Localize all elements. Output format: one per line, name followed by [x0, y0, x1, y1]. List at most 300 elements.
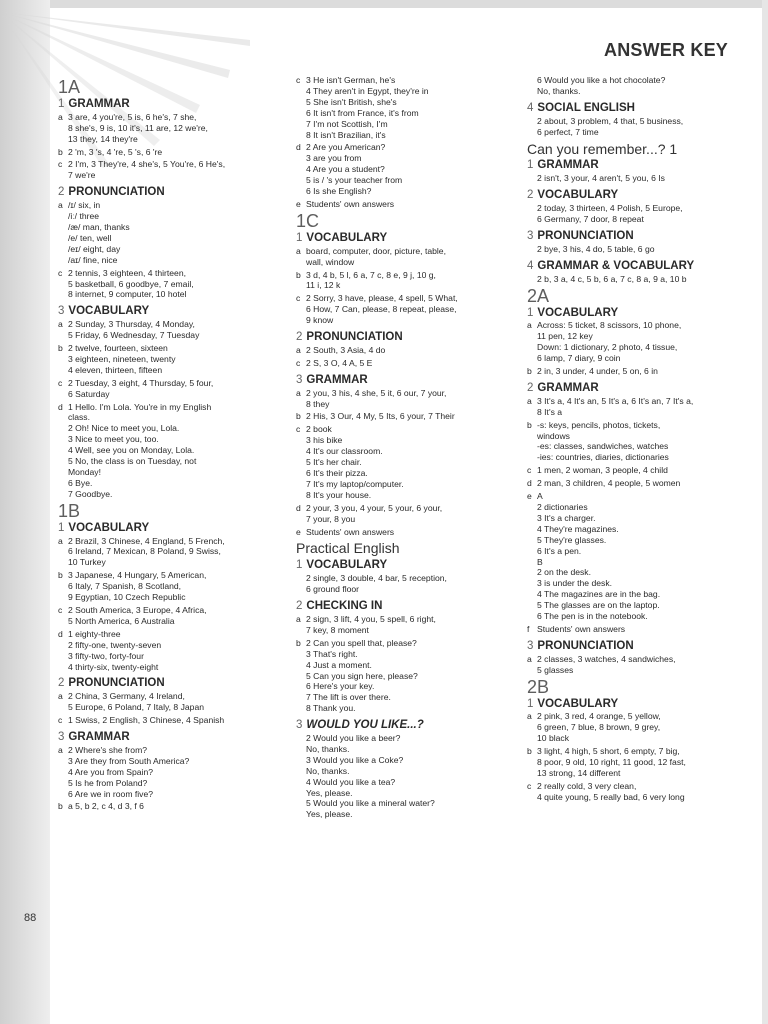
answer-item	[58, 268, 286, 301]
answer-line: 4 The magazines are in the bag.	[537, 589, 661, 600]
answer-item	[296, 388, 524, 410]
answer-line: Yes, please.	[306, 787, 353, 798]
exercise-number: 2	[527, 381, 534, 394]
answer-line: 8 they	[306, 398, 330, 409]
answer-line: 2 sign, 3 lift, 4 you, 5 spell, 6 right,	[306, 613, 436, 624]
unit-heading: 1B	[58, 500, 81, 521]
exercise-number: 1	[296, 559, 303, 572]
exercise-number: 4	[527, 259, 534, 272]
answer-item	[296, 527, 524, 538]
exercise-number: 1	[527, 159, 534, 172]
answer-line: 2 isn't, 3 your, 4 aren't, 5 you, 6 Is	[537, 173, 665, 184]
answer-line: 6 It isn't from France, it's from	[306, 107, 419, 118]
answer-line: 5 basketball, 6 goodbye, 7 email,	[68, 278, 194, 289]
answer-line: No, thanks.	[537, 85, 581, 96]
answer-line: 2 Tuesday, 3 eight, 4 Thursday, 5 four,	[68, 377, 214, 388]
exercise-heading	[58, 523, 286, 534]
answer-line: 2 Sunday, 3 Thursday, 4 Monday,	[68, 319, 195, 330]
exercise-heading	[296, 560, 524, 571]
exercise-title: CHECKING IN	[306, 600, 383, 613]
answer-line: 3 light, 4 high, 5 short, 6 empty, 7 big,	[537, 746, 680, 757]
answer-item	[58, 343, 286, 376]
answer-line: 3 his bike	[306, 435, 343, 446]
exercise-number: 1	[527, 697, 534, 710]
item-label: c	[58, 604, 63, 615]
unit-heading: 2B	[527, 676, 550, 697]
item-label: a	[296, 344, 301, 355]
answer-item	[296, 270, 524, 292]
answer-item	[296, 75, 524, 140]
answer-line: 3 are you from	[306, 153, 362, 164]
answer-line: 6 How, 7 Can, please, 8 repeat, please,	[306, 304, 457, 315]
exercise-heading	[527, 160, 757, 171]
answer-line: 3 Would you like a Coke?	[306, 754, 404, 765]
answer-line: -ies: countries, diaries, dictionaries	[537, 452, 669, 463]
answer-line: 8 It's your house.	[306, 489, 372, 500]
item-label: c	[58, 715, 63, 726]
answer-line: 6 Ireland, 7 Mexican, 8 Poland, 9 Swiss,	[68, 546, 221, 557]
answer-line: 3 That's right.	[306, 648, 358, 659]
exercise-title: WOULD YOU LIKE...?	[306, 719, 424, 732]
answer-item	[527, 396, 757, 418]
exercise-title: VOCABULARY	[537, 189, 619, 202]
answer-line: /eɪ/ eight, day	[68, 243, 121, 254]
item-label: a	[527, 320, 532, 331]
item-label: d	[296, 502, 301, 513]
answer-line: 11 i, 12 k	[306, 280, 341, 291]
exercise-heading	[527, 383, 757, 394]
exercise-heading	[296, 375, 524, 386]
item-label: d	[58, 401, 63, 412]
answer-item	[527, 366, 757, 377]
item-label: b	[58, 343, 63, 354]
item-label: e	[296, 198, 301, 209]
exercise-number: 2	[296, 331, 303, 344]
answer-item	[58, 147, 286, 158]
answer-line: 1 Swiss, 2 English, 3 Chinese, 4 Spanish	[68, 715, 225, 726]
answer-line: 2 really cold, 3 very clean,	[537, 780, 637, 791]
answer-item	[527, 624, 757, 635]
answer-item	[296, 411, 524, 422]
answer-line: Students' own answers	[306, 526, 395, 537]
answer-line: 3 d, 4 b, 5 l, 6 a, 7 c, 8 e, 9 j, 10 g,	[306, 269, 436, 280]
answer-line: B	[537, 556, 543, 567]
answer-line: 6 Here's your key.	[306, 681, 375, 692]
section-heading: Can you remember...? 1	[527, 140, 678, 157]
answer-item	[296, 733, 524, 820]
answer-line: 4 eleven, thirteen, fifteen	[68, 364, 163, 375]
answer-line: 7 I'm not Scottish, I'm	[306, 118, 388, 129]
item-label: c	[527, 465, 532, 476]
exercise-number: 1	[527, 306, 534, 319]
answer-item	[527, 711, 757, 744]
exercise-number: 2	[58, 186, 65, 199]
item-label: f	[527, 623, 530, 634]
answer-line: 2 tennis, 3 eighteen, 4 thirteen,	[68, 267, 187, 278]
item-label: c	[58, 377, 63, 388]
answer-line: 7 It's my laptop/computer.	[306, 478, 404, 489]
exercise-number: 2	[58, 677, 65, 690]
answer-line: 2 your, 3 you, 4 your, 5 your, 6 your,	[306, 502, 443, 513]
item-label: a	[58, 200, 63, 211]
item-label: e	[527, 491, 532, 502]
exercise-heading	[527, 190, 757, 201]
answer-line: 1 Hello. I'm Lola. You're in my English	[68, 401, 212, 412]
answer-line: 4 Are you a student?	[306, 164, 385, 175]
answer-item	[58, 319, 286, 341]
answer-item	[58, 159, 286, 181]
exercise-title: GRAMMAR	[306, 373, 368, 386]
answer-line: 8 poor, 9 old, 10 right, 11 good, 12 fast,	[537, 757, 686, 768]
exercise-number: 2	[296, 600, 303, 613]
answer-item	[58, 402, 286, 500]
answer-line: 4 It's our classroom.	[306, 446, 383, 457]
exercise-number: 1	[296, 231, 303, 244]
item-label: a	[527, 653, 532, 664]
exercise-title: PRONUNCIATION	[306, 331, 403, 344]
answer-line: 3 He isn't German, he's	[306, 75, 396, 85]
answer-item	[296, 358, 524, 369]
answer-line: a 5, b 2, c 4, d 3, f 6	[68, 801, 144, 812]
answer-item	[58, 536, 286, 569]
answer-line: 3 Japanese, 4 Hungary, 5 American,	[68, 570, 207, 581]
exercise-heading	[527, 231, 757, 242]
answer-line: 6 The pen is in the notebook.	[537, 611, 648, 622]
answer-item	[527, 244, 757, 255]
answer-line: /aɪ/ fine, nice	[68, 254, 118, 265]
item-label: a	[527, 711, 532, 722]
answer-line: 4 thirty-six, twenty-eight	[68, 661, 159, 672]
answer-line: /æ/ man, thanks	[68, 221, 130, 232]
exercise-number: 4	[527, 101, 534, 114]
answer-item	[527, 746, 757, 779]
answer-line: 2 fifty-one, twenty-seven	[68, 639, 162, 650]
answer-line: 11 pen, 12 key	[537, 331, 593, 342]
answer-line: 7 your, 8 you	[306, 513, 356, 524]
answer-line: 4 They aren't in Egypt, they're in	[306, 85, 429, 96]
answer-line: 2 South, 3 Asia, 4 do	[306, 344, 386, 355]
item-label: a	[58, 744, 63, 755]
answer-line: 2 twelve, fourteen, sixteen	[68, 343, 168, 354]
answer-line: 6 Are we in room five?	[68, 788, 154, 799]
answer-line: Students' own answers	[537, 623, 626, 634]
exercise-number: 3	[527, 639, 534, 652]
exercise-heading	[296, 332, 524, 343]
answer-column-2	[296, 74, 524, 822]
answer-item	[527, 420, 757, 464]
exercise-title: VOCABULARY	[306, 559, 388, 572]
answer-item	[58, 745, 286, 800]
scan-edge-right	[762, 0, 768, 1024]
answer-line: /e/ ten, well	[68, 232, 112, 243]
answer-line: 6 Is she English?	[306, 186, 372, 197]
item-label: d	[527, 478, 532, 489]
answer-line: 9 know	[306, 315, 334, 326]
answer-item	[527, 274, 757, 285]
unit-heading: 1A	[58, 77, 81, 97]
item-label: b	[527, 366, 532, 377]
answer-line: 2 'm, 3 's, 4 're, 5 's, 6 're	[68, 146, 163, 157]
answer-line: 3 fifty-two, forty-four	[68, 650, 144, 661]
exercise-title: GRAMMAR	[537, 159, 599, 172]
answer-line: 3 eighteen, nineteen, twenty	[68, 353, 176, 364]
answer-line: 10 black	[537, 733, 570, 744]
answer-item	[58, 112, 286, 145]
answer-line: 1 men, 2 woman, 3 people, 4 child	[537, 465, 668, 476]
exercise-heading	[527, 308, 757, 319]
exercise-title: VOCABULARY	[537, 306, 619, 319]
answer-line: 6 Italy, 7 Spanish, 8 Scotland,	[68, 581, 182, 592]
answer-item	[296, 503, 524, 525]
answer-line: 2 book	[306, 424, 332, 435]
answer-line: 8 It isn't Brazilian, it's	[306, 129, 386, 140]
unit-heading: 1C	[296, 210, 320, 231]
item-label: d	[58, 628, 63, 639]
answer-item	[527, 654, 757, 676]
answer-line: -es: classes, sandwiches, watches	[537, 441, 669, 452]
item-label: b	[527, 746, 532, 757]
answer-line: 2 you, 3 his, 4 she, 5 it, 6 our, 7 your,	[306, 387, 447, 398]
exercise-heading	[527, 641, 757, 652]
answer-line: 5 Is he from Poland?	[68, 777, 148, 788]
answer-item	[527, 320, 757, 364]
answer-item	[296, 199, 524, 210]
answer-line: 8 she's, 9 is, 10 it's, 11 are, 12 we're,	[68, 122, 208, 133]
answer-item	[58, 715, 286, 726]
answer-line: 7 key, 8 moment	[306, 624, 369, 635]
exercise-number: 1	[58, 521, 65, 534]
answer-line: 2 classes, 3 watches, 4 sandwiches,	[537, 653, 676, 664]
answer-line: /iː/ three	[68, 211, 100, 222]
exercise-title: VOCABULARY	[306, 231, 388, 244]
section-heading: Practical English	[296, 540, 400, 557]
exercise-heading	[58, 732, 286, 743]
answer-line: 5 They're glasses.	[537, 534, 607, 545]
answer-line: 3 is under the desk.	[537, 578, 613, 589]
answer-line: 5 is / 's your teacher from	[306, 175, 403, 186]
answer-column-1	[58, 76, 286, 814]
item-label: b	[527, 419, 532, 430]
answer-line: 2 on the desk.	[537, 567, 591, 578]
answer-line: Students' own answers	[306, 198, 395, 209]
answer-item	[527, 781, 757, 803]
answer-line: 4 quite young, 5 really bad, 6 very long	[537, 791, 685, 802]
answer-item	[296, 638, 524, 714]
answer-line: 8 internet, 9 computer, 10 hotel	[68, 289, 187, 300]
answer-item	[58, 200, 286, 265]
answer-line: 2 South America, 3 Europe, 4 Africa,	[68, 604, 207, 615]
answer-line: 6 lamp, 7 diary, 9 coin	[537, 353, 621, 364]
exercise-heading	[58, 187, 286, 198]
item-label: c	[58, 159, 63, 170]
answer-line: 6 Would you like a hot chocolate?	[537, 75, 666, 85]
answer-line: 5 The glasses are on the laptop.	[537, 600, 660, 611]
answer-line: class.	[68, 412, 90, 423]
answer-line: /ɪ/ six, in	[68, 200, 101, 211]
item-label: a	[58, 691, 63, 702]
answer-item	[527, 116, 757, 138]
answer-line: 3 It's a charger.	[537, 512, 596, 523]
answer-line: 2 China, 3 Germany, 4 Ireland,	[68, 691, 185, 702]
answer-line: 3 It's a, 4 It's an, 5 It's a, 6 It's an, 7 It's a,	[537, 395, 694, 406]
answer-item	[58, 378, 286, 400]
item-label: a	[296, 245, 301, 256]
answer-item	[296, 142, 524, 197]
answer-item	[58, 691, 286, 713]
exercise-title: PRONUNCIATION	[68, 186, 165, 199]
exercise-heading	[527, 103, 757, 114]
item-label: c	[296, 424, 301, 435]
answer-item	[296, 573, 524, 595]
answer-line: 2 Brazil, 3 Chinese, 4 England, 5 French,	[68, 535, 225, 546]
answer-line: 5 Would you like a mineral water?	[306, 798, 435, 809]
exercise-heading	[527, 699, 757, 710]
answer-line: 5 North America, 6 Australia	[68, 615, 175, 626]
answer-line: 7 we're	[68, 170, 96, 181]
answer-line: 2 S, 3 O, 4 A, 5 E	[306, 357, 373, 368]
answer-line: 13 strong, 14 different	[537, 767, 621, 778]
exercise-heading	[58, 678, 286, 689]
item-label: c	[58, 267, 63, 278]
answer-line: 2 Are you American?	[306, 142, 386, 153]
answer-item	[58, 605, 286, 627]
exercise-title: GRAMMAR	[68, 97, 130, 110]
answer-line: 8 It's a	[537, 406, 563, 417]
answer-line: 2 single, 3 double, 4 bar, 5 reception,	[306, 573, 447, 584]
exercise-title: PRONUNCIATION	[537, 639, 634, 652]
answer-line: Across: 5 ticket, 8 scissors, 10 phone,	[537, 320, 682, 331]
item-label: c	[296, 357, 301, 368]
answer-line: 3 Are they from South America?	[68, 755, 190, 766]
exercise-title: SOCIAL ENGLISH	[537, 101, 635, 114]
page-number: 88	[24, 912, 37, 924]
answer-line: 5 Can you sign here, please?	[306, 670, 418, 681]
answer-item	[527, 173, 757, 184]
answer-line: board, computer, door, picture, table,	[306, 245, 446, 256]
answer-line: 2 today, 3 thirteen, 4 Polish, 5 Europe,	[537, 203, 683, 214]
answer-line: 2 dictionaries	[537, 502, 588, 512]
answer-line: 5 She isn't British, she's	[306, 96, 397, 107]
answer-line: 13 they, 14 they're	[68, 133, 138, 144]
answer-line: 9 Egyptian, 10 Czech Republic	[68, 592, 186, 603]
answer-line: 4 They're magazines.	[537, 523, 619, 534]
exercise-number: 3	[296, 373, 303, 386]
answer-line: 2 man, 3 children, 4 people, 5 women	[537, 478, 681, 489]
answer-line: 8 Thank you.	[306, 703, 356, 714]
answer-line: 5 glasses	[537, 664, 574, 675]
answer-line: 6 ground floor	[306, 584, 360, 595]
exercise-number: 2	[527, 189, 534, 202]
item-label: b	[296, 411, 301, 422]
exercise-number: 3	[58, 305, 65, 318]
page-title: ANSWER KEY	[604, 40, 729, 60]
answer-line: 6 It's their pizza.	[306, 468, 368, 478]
answer-line: 6 perfect, 7 time	[537, 126, 599, 137]
answer-line: wall, window	[306, 256, 355, 267]
answer-line: 3 are, 4 you're, 5 is, 6 he's, 7 she,	[68, 111, 197, 122]
exercise-number: 3	[58, 731, 65, 744]
exercise-title: VOCABULARY	[68, 521, 150, 534]
answer-line: 2 bye, 3 his, 4 do, 5 table, 6 go	[537, 243, 655, 254]
exercise-heading	[527, 261, 757, 272]
exercise-number: 3	[527, 229, 534, 242]
answer-line: 4 Just a moment.	[306, 659, 372, 670]
answer-line: 2 Sorry, 3 have, please, 4 spell, 5 What,	[306, 293, 458, 304]
exercise-title: VOCABULARY	[537, 697, 619, 710]
exercise-title: GRAMMAR	[68, 731, 130, 744]
answer-line: Down: 1 dictionary, 2 photo, 4 tissue,	[537, 342, 678, 353]
answer-item	[58, 801, 286, 812]
exercise-heading	[58, 306, 286, 317]
answer-line: 4 Would you like a tea?	[306, 776, 396, 787]
item-label: a	[58, 535, 63, 546]
answer-line: 2 I'm, 3 They're, 4 she's, 5 You're, 6 He's,	[68, 159, 226, 170]
item-label: a	[58, 111, 63, 122]
answer-item	[58, 629, 286, 673]
answer-line: 2 pink, 3 red, 4 orange, 5 yellow,	[537, 711, 661, 722]
item-label: a	[296, 387, 301, 398]
answer-line: 5 It's her chair.	[306, 457, 362, 468]
exercise-title: PRONUNCIATION	[68, 677, 165, 690]
answer-item	[296, 246, 524, 268]
item-label: a	[58, 319, 63, 330]
exercise-title: VOCABULARY	[68, 305, 150, 318]
answer-item	[296, 293, 524, 326]
item-label: b	[58, 146, 63, 157]
answer-line: 5 No, the class is on Tuesday, not	[68, 456, 197, 467]
answer-line: 6 Bye.	[68, 477, 93, 488]
answer-line: 7 The lift is over there.	[306, 692, 391, 703]
answer-item	[527, 465, 757, 476]
answer-line: 2 Would you like a beer?	[306, 733, 401, 744]
answer-line: 2 in, 3 under, 4 under, 5 on, 6 in	[537, 366, 658, 377]
item-label: a	[296, 613, 301, 624]
answer-line: 4 Are you from Spain?	[68, 766, 154, 777]
exercise-heading	[296, 601, 524, 612]
item-label: d	[296, 142, 301, 153]
answer-item	[527, 203, 757, 225]
exercise-heading	[58, 99, 286, 110]
answer-line: 5 Friday, 6 Wednesday, 7 Tuesday	[68, 330, 200, 341]
answer-line: No, thanks.	[306, 743, 350, 754]
answer-line: 6 It's a pen.	[537, 545, 582, 556]
item-label: b	[296, 637, 301, 648]
answer-line: 1 eighty-three	[68, 628, 121, 639]
item-label: c	[527, 780, 532, 791]
answer-line: 7 Goodbye.	[68, 488, 113, 499]
answer-item	[58, 570, 286, 603]
answer-line: 2 His, 3 Our, 4 My, 5 Its, 6 your, 7 Their	[306, 411, 455, 422]
answer-line: A	[537, 491, 543, 502]
exercise-heading	[296, 233, 524, 244]
answer-item	[527, 491, 757, 622]
answer-line: Monday!	[68, 467, 101, 477]
answer-item	[527, 478, 757, 489]
item-label: b	[296, 269, 301, 280]
answer-line: 6 Saturday	[68, 388, 110, 399]
answer-line: -s: keys, pencils, photos, tickets,	[537, 419, 661, 430]
answer-item	[296, 345, 524, 356]
answer-line: 2 b, 3 a, 4 c, 5 b, 6 a, 7 c, 8 a, 9 a, 10 b	[537, 273, 687, 284]
answer-line: 6 Germany, 7 door, 8 repeat	[537, 214, 644, 225]
answer-line: 6 green, 7 blue, 8 brown, 9 grey,	[537, 722, 661, 733]
answer-column-3	[527, 74, 757, 805]
answer-line: 10 Turkey	[68, 557, 106, 568]
exercise-title: PRONUNCIATION	[537, 229, 634, 242]
exercise-number: 3	[296, 719, 303, 732]
exercise-title: GRAMMAR	[537, 381, 599, 394]
answer-line: No, thanks.	[306, 765, 350, 776]
